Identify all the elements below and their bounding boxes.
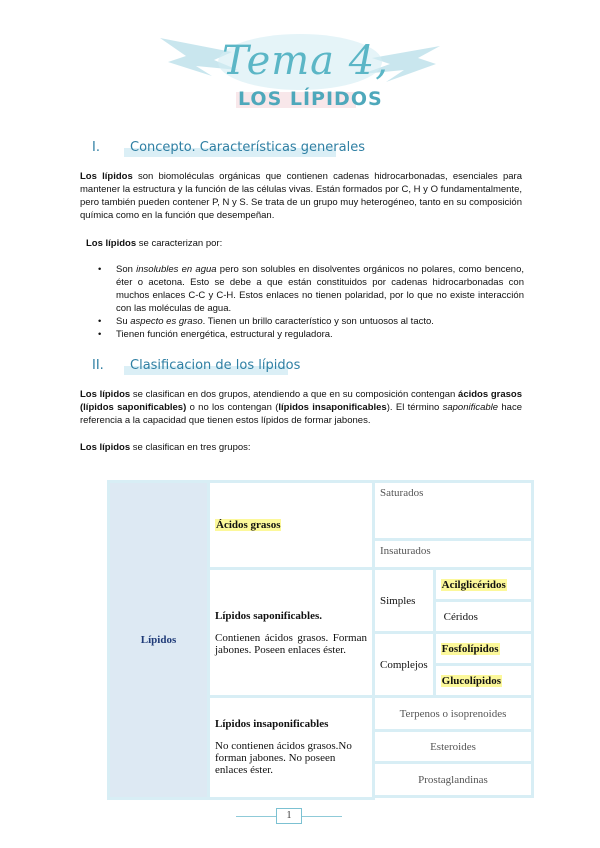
groups-lead: Los lípidos	[80, 442, 131, 453]
page-number: 1	[276, 808, 302, 824]
insaturados-cell: Insaturados	[374, 540, 533, 569]
intro-text: son biomoléculas orgánicas que contienen cadenas hidrocarbonadas, esenciales para mantener la estructura y la función de las células vivas. Están formados por C, H y O fundamentalmente, pero también pueden contener P, N y S. Se trata de un grupo muy heterogéneo, tanto en su composición química como en la función que desempeñan.	[80, 171, 522, 221]
simples-cell: Simples	[374, 569, 435, 633]
classification-bold: lípidos insaponificables	[278, 402, 387, 413]
page-subtitle: LOS LÍPIDOS	[238, 88, 383, 110]
saturados-cell: Saturados	[374, 482, 533, 540]
bullet-text: Son	[116, 264, 137, 275]
classification-emphasis: saponificable	[442, 402, 499, 413]
saponificables-title: Lípidos saponificables.	[215, 609, 322, 622]
bullet-emphasis: aspecto es graso	[130, 316, 203, 327]
bullet-text: Su	[116, 316, 131, 327]
section2-title: Clasificacion de los lípidos	[130, 358, 301, 373]
groups-intro	[80, 441, 522, 454]
characteristics-text: se caracterizan por:	[136, 238, 223, 249]
acidos-grasos-label: Ácidos grasos	[216, 519, 281, 531]
footer-line-right	[302, 816, 342, 817]
prostaglandinas-cell: Prostaglandinas	[374, 763, 533, 797]
terpenos-cell: Terpenos o isoprenoides	[374, 697, 533, 731]
esteroides-cell: Esteroides	[374, 731, 533, 763]
list-item	[94, 315, 524, 328]
list-item	[94, 328, 524, 341]
classification-paragraph	[80, 388, 522, 427]
saponificables-cell	[209, 569, 374, 697]
fosfolipidos-label: Fosfolípidos	[441, 642, 499, 655]
fosfolipidos-cell	[434, 633, 532, 665]
section1-title: Concepto. Características generales	[130, 140, 365, 155]
glucolipidos-label: Glucolípidos	[441, 674, 501, 687]
bullet-text: . Tienen un brillo característico y son untuosos al tacto.	[202, 316, 434, 327]
classification-text: o no los contengan (	[186, 402, 279, 413]
insaponificables-title: Lípidos insaponificables	[215, 718, 329, 731]
classification-lead: Los lípidos	[80, 389, 131, 400]
insaponificables-desc: No contienen ácidos grasos.No forman jabones. No poseen enlaces éster.	[215, 740, 352, 777]
saponificables-desc: Contienen ácidos grasos. Forman jabones. Poseen enlaces éster.	[215, 631, 367, 656]
glucolipidos-cell	[434, 665, 532, 697]
table-row	[109, 482, 533, 540]
acidos-grasos-cell	[209, 482, 374, 569]
bullet-emphasis: insolubles en agua	[136, 264, 217, 275]
classification-text: hace referencia a la capacidad que tienen estos lípidos de formar jabones.	[80, 402, 522, 426]
page-title: Tema 4,	[222, 38, 389, 84]
lipids-classification-table	[107, 480, 534, 800]
intro-paragraph	[80, 170, 522, 222]
section2-number: II.	[92, 358, 104, 373]
characteristics-lead: Los lípidos	[86, 238, 137, 249]
classification-text: ). El término	[386, 402, 443, 413]
table-spacer	[374, 797, 533, 799]
classification-text: se clasifican en dos grupos, atendiendo a que en su composición contengan	[130, 389, 459, 400]
characteristics-intro	[86, 237, 528, 250]
intro-lead: Los lípidos	[80, 171, 133, 182]
acilgliceridos-label: Acilglicéridos	[441, 578, 506, 591]
characteristics-list	[94, 263, 524, 341]
complejos-cell: Complejos	[374, 633, 435, 697]
table-root-cell: Lípidos	[109, 482, 209, 799]
ceridos-cell: Céridos	[434, 601, 532, 633]
groups-text: se clasifican en tres grupos:	[130, 442, 251, 453]
insaponificables-cell	[209, 697, 374, 799]
bullet-text: pero son solubles en disolventes orgánicos no polares, como benceno, éter o acetona. Esto se debe a que están constituidos por cadenas hidrocarbonadas con muchos enlaces C-C y C-H. Estos enlaces no tienen polaridad, por lo que no existe interacción con las moléculas de agua.	[116, 264, 525, 314]
footer-line-left	[236, 816, 276, 817]
classification-bold: ácidos grasos (lípidos saponificables)	[80, 389, 523, 413]
section1-number: I.	[92, 140, 100, 155]
acilgliceridos-cell	[434, 569, 532, 601]
bullet-text: Tienen función energética, estructural y reguladora.	[116, 329, 333, 340]
list-item	[94, 263, 524, 315]
